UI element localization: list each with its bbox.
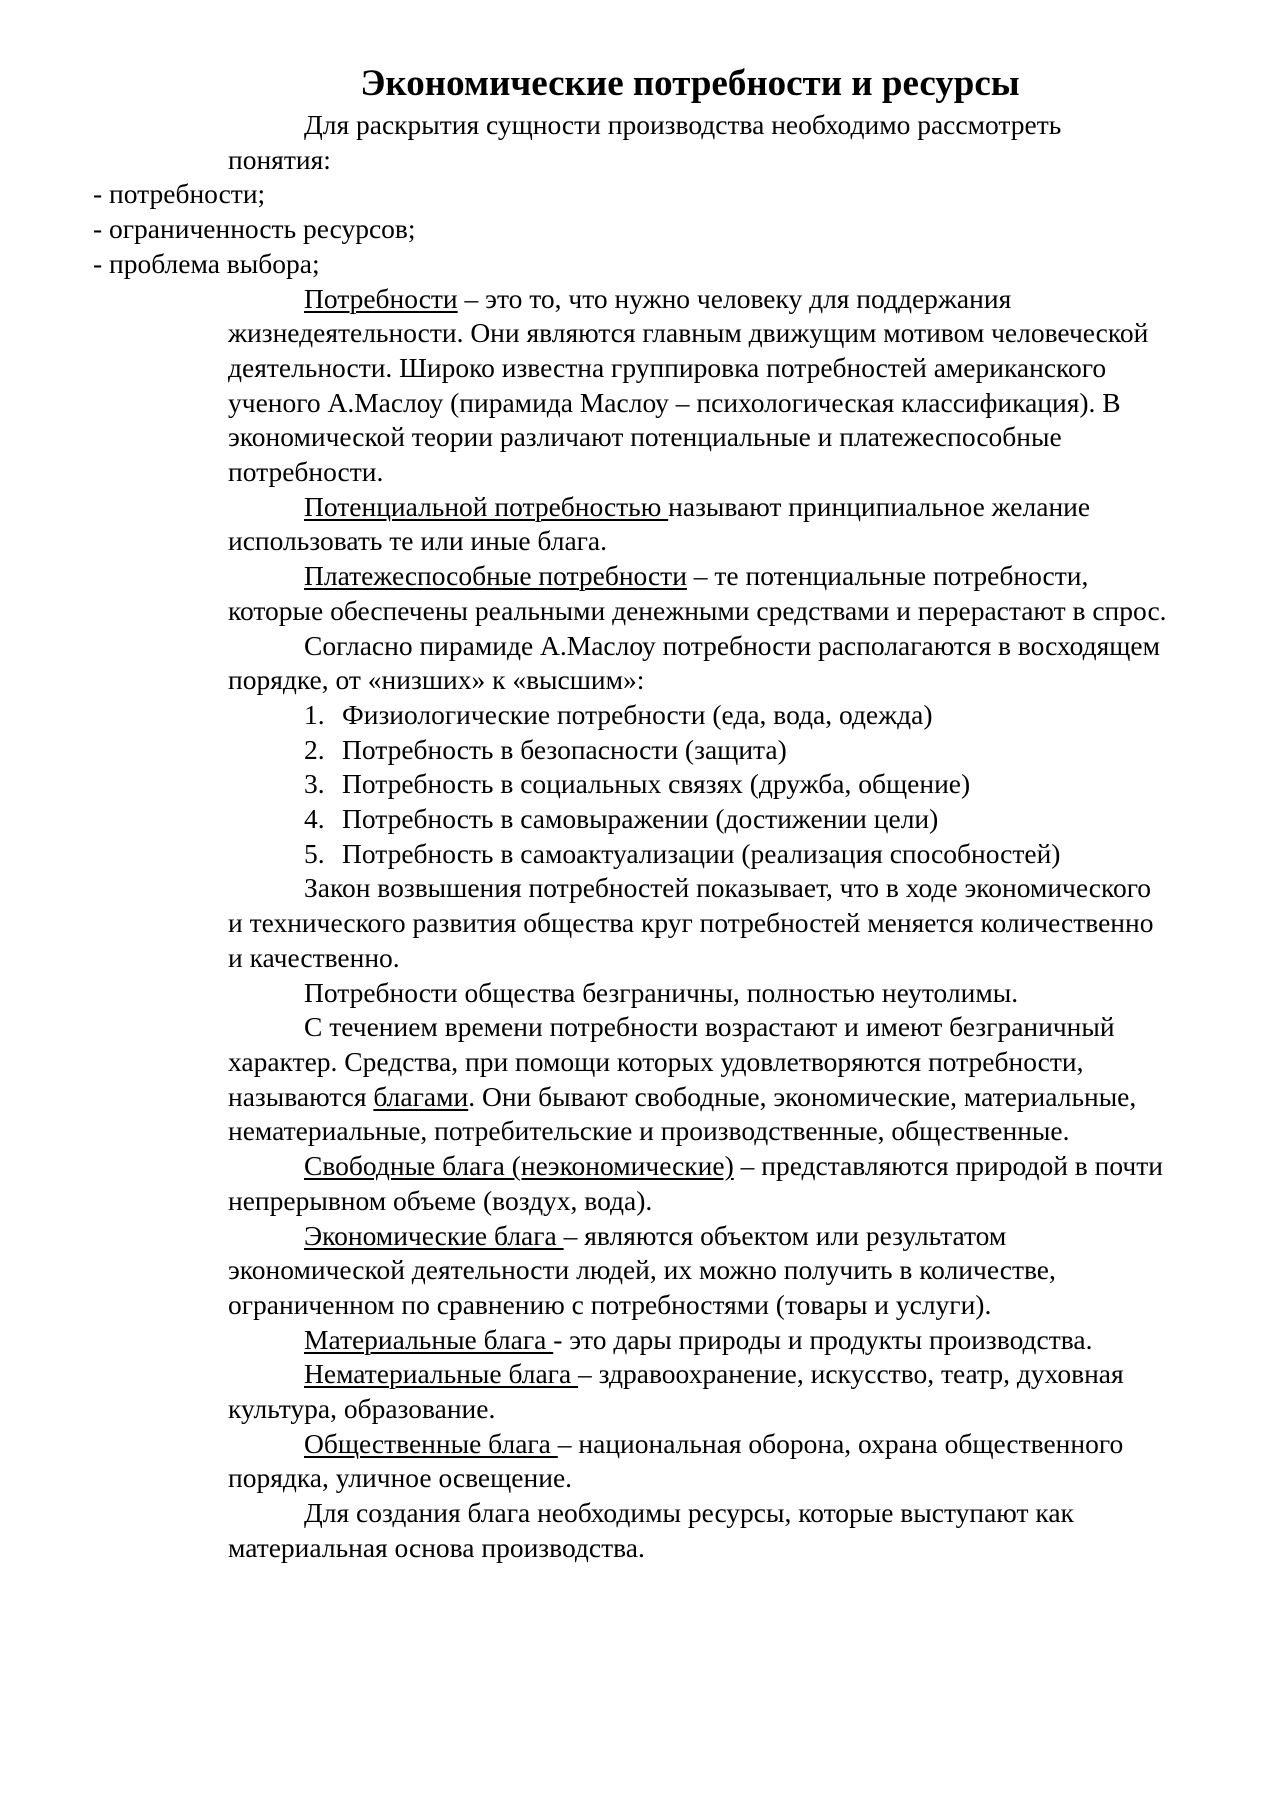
list-item-text: Потребность в самовыражении (достижении цели): [342, 803, 939, 835]
economic-goods-text: – являются объектом или результатом экономической деятельности людей, их можно получить в количестве, ограниченном по сравнению с потребностями (товары и услуги).: [228, 1219, 1056, 1320]
list-item-text: Потребность в безопасности (защита): [342, 733, 787, 765]
free-goods-paragraph: [228, 1149, 1168, 1218]
document-title: Экономические потребности и ресурсы: [360, 63, 1020, 104]
list-number: 4.: [304, 803, 325, 835]
material-goods-paragraph: [228, 1323, 1168, 1358]
list-item: - проблема выбора;: [93, 247, 320, 279]
goods-text-before: С течением времени потребности возрастают и имеют безграничный характер. Средства, при помощи которых удовлетворяются потребности, называются: [228, 1011, 1115, 1112]
potential-text: называют принципиальное желание использовать те или иные блага.: [228, 490, 1091, 557]
unlimited-paragraph: Потребности общества безграничны, полностью неутолимы.: [304, 976, 1019, 1008]
public-goods-paragraph: [228, 1427, 1168, 1496]
list-item-text: Потребность в социальных связях (дружба, общение): [342, 768, 971, 800]
solvent-term: Платежеспособные потребности: [304, 560, 687, 592]
document-body: [93, 108, 1168, 1566]
needs-text: – это то, что нужно человеку для поддержания жизнедеятельности. Они являются главным движущим мотивом человеческой деятельности. Широко известна группировка потребностей американского ученого А.Маслоу (пирамида Маслоу – психологическая классификация). В экономической теории различают потенциальные и платежеспособные потребности.: [228, 282, 1149, 488]
immaterial-goods-paragraph: [228, 1357, 1168, 1426]
goods-paragraph: [228, 1010, 1168, 1149]
maslow-intro-paragraph: Согласно пирамиде А.Маслоу потребности располагаются в восходящем порядке, от «низших» к «высшим»:: [228, 629, 1161, 696]
list-number: 1.: [304, 698, 325, 730]
goods-text-after: . Они бывают свободные, экономические, материальные, нематериальные, потребительские и производственные, общественные.: [228, 1080, 1137, 1147]
public-goods-term: Общественные блага: [304, 1427, 558, 1459]
economic-goods-term: Экономические блага: [304, 1219, 564, 1251]
resources-paragraph: Для создания блага необходимы ресурсы, которые выступают как материальная основа производства.: [228, 1497, 1074, 1563]
list-item-text: Физиологические потребности (еда, вода, одежда): [342, 698, 933, 730]
potential-needs-paragraph: [228, 490, 1168, 559]
economic-goods-paragraph: [228, 1219, 1168, 1323]
list-item: - ограниченность ресурсов;: [93, 213, 416, 245]
list-item-text: Потребность в самоактуализации (реализация способностей): [342, 837, 1061, 869]
immaterial-goods-text: – здравоохранение, искусство, театр, духовная культура, образование.: [228, 1358, 1124, 1425]
free-goods-text: – представляются природой в почти непрерывном объеме (воздух, вода).: [228, 1150, 1163, 1216]
list-number: 2.: [304, 733, 325, 765]
list-item: - потребности;: [93, 178, 266, 210]
list-item: [228, 767, 1168, 802]
maslow-list: [228, 698, 1168, 872]
material-goods-term: Материальные блага: [304, 1323, 554, 1355]
solvent-needs-paragraph: [228, 559, 1168, 628]
free-goods-term: Свободные блага (неэкономические): [304, 1150, 734, 1182]
potential-term: Потенциальной потребностью: [304, 490, 669, 522]
law-paragraph: Закон возвышения потребностей показывает, что в ходе экономического и технического развития общества круг потребностей меняется количественно и качественно.: [228, 872, 1154, 973]
needs-paragraph: [228, 282, 1168, 490]
needs-term: Потребности: [304, 282, 458, 314]
immaterial-goods-term: Нематериальные блага: [304, 1358, 579, 1390]
list-number: 3.: [304, 768, 325, 800]
public-goods-text: – национальная оборона, охрана общественного порядка, уличное освещение.: [228, 1427, 1124, 1494]
list-item: [228, 733, 1168, 768]
list-item: [228, 802, 1168, 837]
intro-paragraph: Для раскрытия сущности производства необходимо рассмотреть понятия:: [228, 109, 1062, 175]
goods-term: благами: [373, 1080, 469, 1112]
concepts-list: [93, 177, 1168, 281]
list-item: [228, 698, 1168, 733]
solvent-text: – те потенциальные потребности, которые обеспечены реальными денежными средствами и перерастают в спрос.: [228, 560, 1167, 626]
list-number: 5.: [304, 837, 325, 869]
material-goods-text: - это дары природы и продукты производства.: [553, 1323, 1093, 1355]
list-item: [228, 837, 1168, 872]
